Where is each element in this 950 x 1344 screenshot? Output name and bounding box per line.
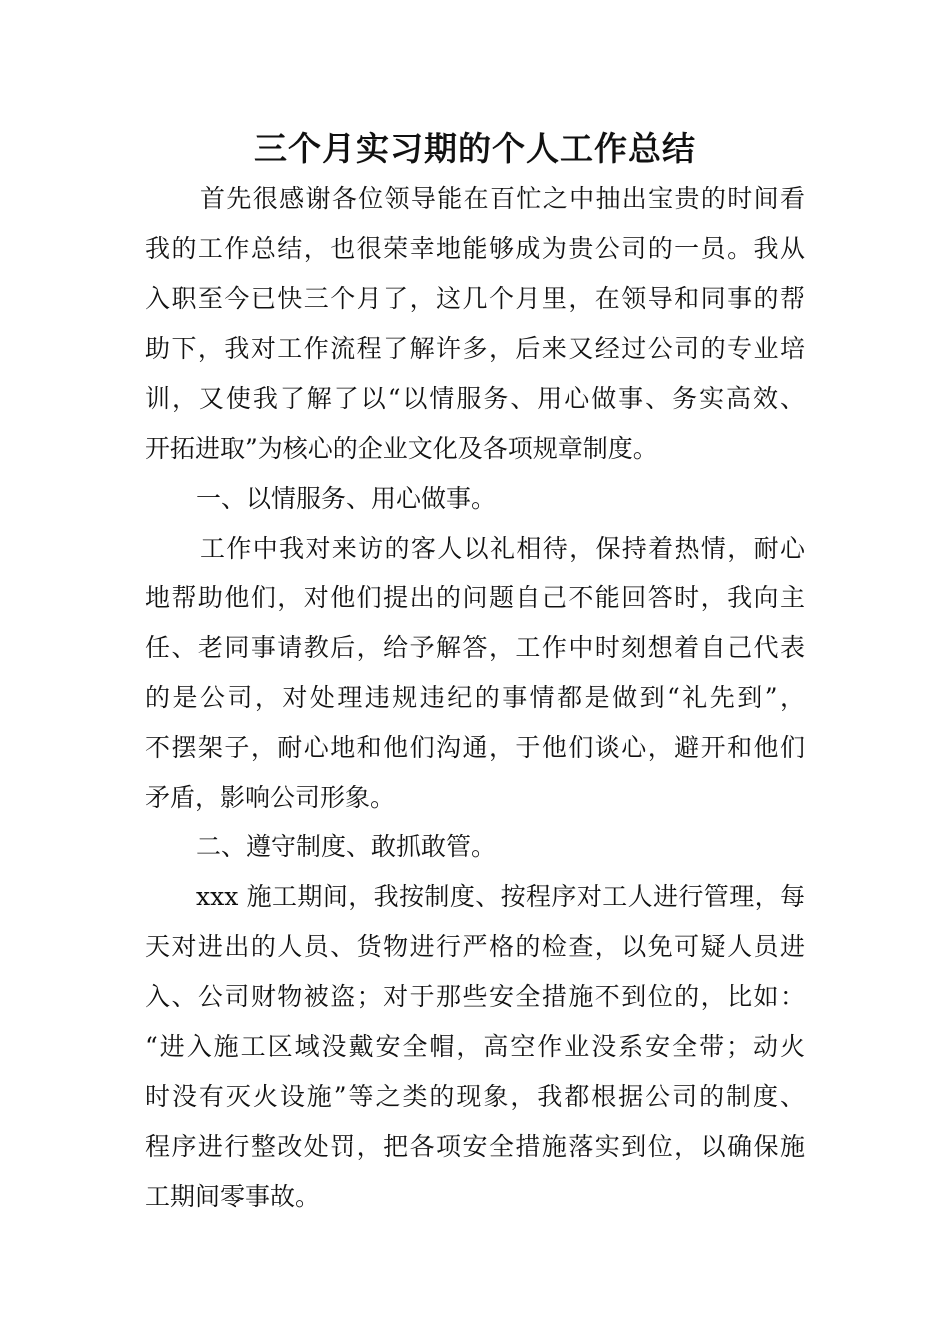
paragraph-1-line-1: 首先很感谢各位领导能在百忙之中抽出宝贵的时间看	[200, 184, 805, 213]
paragraph-2-line-2: 地帮助他们，对他们提出的问题自己不能回答时，我向主	[145, 583, 805, 612]
paragraph-3-line-6: 程序进行整改处罚，把各项安全措施落实到位，以确保施	[145, 1132, 805, 1161]
paragraph-1-line-6: 开拓进取”为核心的企业文化及各项规章制度。	[145, 434, 658, 463]
paragraph-1-line-2: 我的工作总结，也很荣幸地能够成为贵公司的一员。我从	[145, 234, 805, 263]
paragraph-3-line-5: 时没有灭火设施”等之类的现象，我都根据公司的制度、	[145, 1082, 805, 1111]
paragraph-2-line-3: 任、老同事请教后，给予解答，工作中时刻想着自己代表	[145, 633, 805, 662]
paragraph-3-line-4: “进入施工区域没戴安全帽，高空作业没系安全带；动火	[145, 1032, 805, 1061]
paragraph-3-line-2: 天对进出的人员、货物进行严格的检查，以免可疑人员进	[145, 932, 805, 961]
paragraph-1-line-4: 助下，我对工作流程了解许多，后来又经过公司的专业培	[145, 334, 805, 363]
paragraph-2-line-6: 矛盾，影响公司形象。	[145, 783, 396, 812]
paragraph-3-line-1: xxx 施工期间，我按制度、按程序对工人进行管理，每	[196, 882, 805, 911]
section-heading-2: 二、遵守制度、敢抓敢管。	[196, 832, 497, 861]
document-title: 三个月实习期的个人工作总结	[254, 129, 696, 168]
paragraph-1-line-5: 训，又使我了解了以“以情服务、用心做事、务实高效、	[145, 384, 805, 413]
paragraph-2-line-5: 不摆架子，耐心地和他们沟通，于他们谈心，避开和他们	[145, 733, 805, 762]
paragraph-2-line-1: 工作中我对来访的客人以礼相待，保持着热情，耐心	[200, 534, 805, 563]
section-heading-1: 一、以情服务、用心做事。	[196, 484, 497, 513]
paragraph-1-line-3: 入职至今已快三个月了，这几个月里，在领导和同事的帮	[145, 284, 805, 313]
paragraph-3-line-7: 工期间零事故。	[145, 1182, 321, 1211]
paragraph-3-line-3: 入、公司财物被盗；对于那些安全措施不到位的，比如：	[145, 982, 805, 1011]
paragraph-2-line-4: 的是公司，对处理违规违纪的事情都是做到“礼先到”，	[145, 683, 805, 712]
